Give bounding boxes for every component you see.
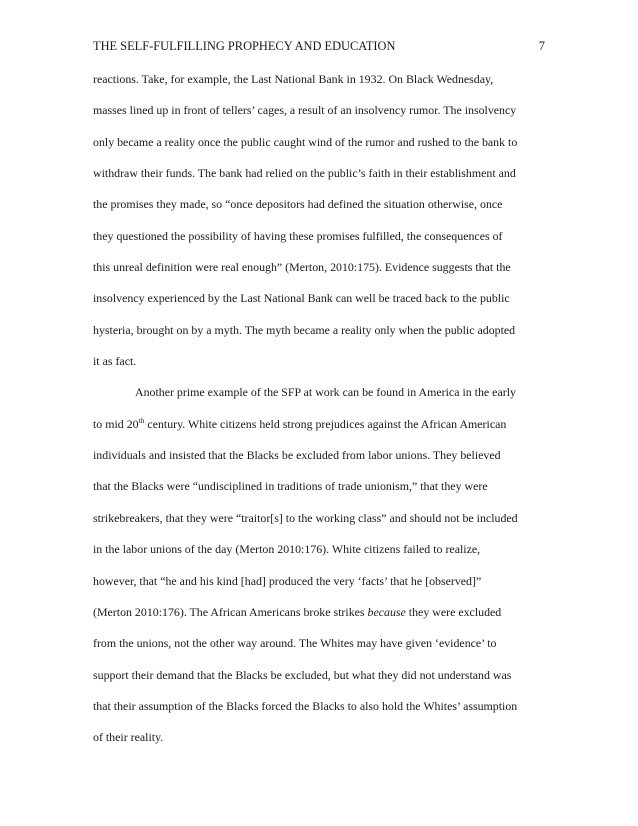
text-line: strikebreakers, that they were “traitor[s] to the working class” and should not be included [93,510,518,525]
text-line: however, that “he and his kind [had] produced the very ‘facts’ that he [observed]” [93,573,482,588]
text-line: (Merton 2010:176). The African Americans broke strikes because they were excluded [93,604,502,619]
text-line: insolvency experienced by the Last National Bank can well be traced back to the public [93,291,510,306]
text-line: reactions. Take, for example, the Last National Bank in 1932. On Black Wednesday, [93,72,494,86]
text-line: individuals and insisted that the Blacks be excluded from labor unions. They believed [93,448,501,463]
italic-emphasis: because [367,604,406,619]
text-line: withdraw their funds. The bank had relied on the public’s faith in their establishment and [93,166,516,181]
body-text [93,64,548,754]
text-line: that the Blacks were “undisciplined in traditions of trade unionism,” that they were [93,479,488,494]
text-line: in the labor unions of the day (Merton 2010:176). White citizens failed to realize, [93,542,481,557]
text-line: they questioned the possibility of having these promises fulfilled, the consequences of [93,228,503,243]
superscript: th [138,415,145,425]
text-line: from the unions, not the other way around. The Whites may have given ‘evidence’ to [93,636,497,651]
text-line: this unreal definition were real enough” (Merton, 2010:175). Evidence suggests that the [93,260,511,275]
text-line: the promises they made, so “once depositors had defined the situation otherwise, once [93,197,503,212]
text-line: hysteria, brought on by a myth. The myth became a reality only when the public adopted [93,322,516,337]
running-head-title: THE SELF-FULFILLING PROPHECY AND EDUCATION [93,39,396,53]
text-line: Another prime example of the SFP at work can be found in America in the early [135,385,516,400]
text-line: only became a reality once the public caught wind of the rumor and rushed to the bank to [93,134,518,149]
text-line: it as fact. [93,354,137,369]
text-line: to mid 20th century. White citizens held strong prejudices against the African American [93,415,507,431]
text-line: of their reality. [93,730,164,745]
text-line: support their demand that the Blacks be excluded, but what they did not understand was [93,667,512,682]
page-number: 7 [538,39,545,53]
running-head [93,36,545,56]
text-line: that their assumption of the Blacks forced the Blacks to also hold the Whites’ assumption [93,698,518,713]
text-line: masses lined up in front of tellers’ cages, a result of an insolvency rumor. The insolvency [93,103,517,118]
